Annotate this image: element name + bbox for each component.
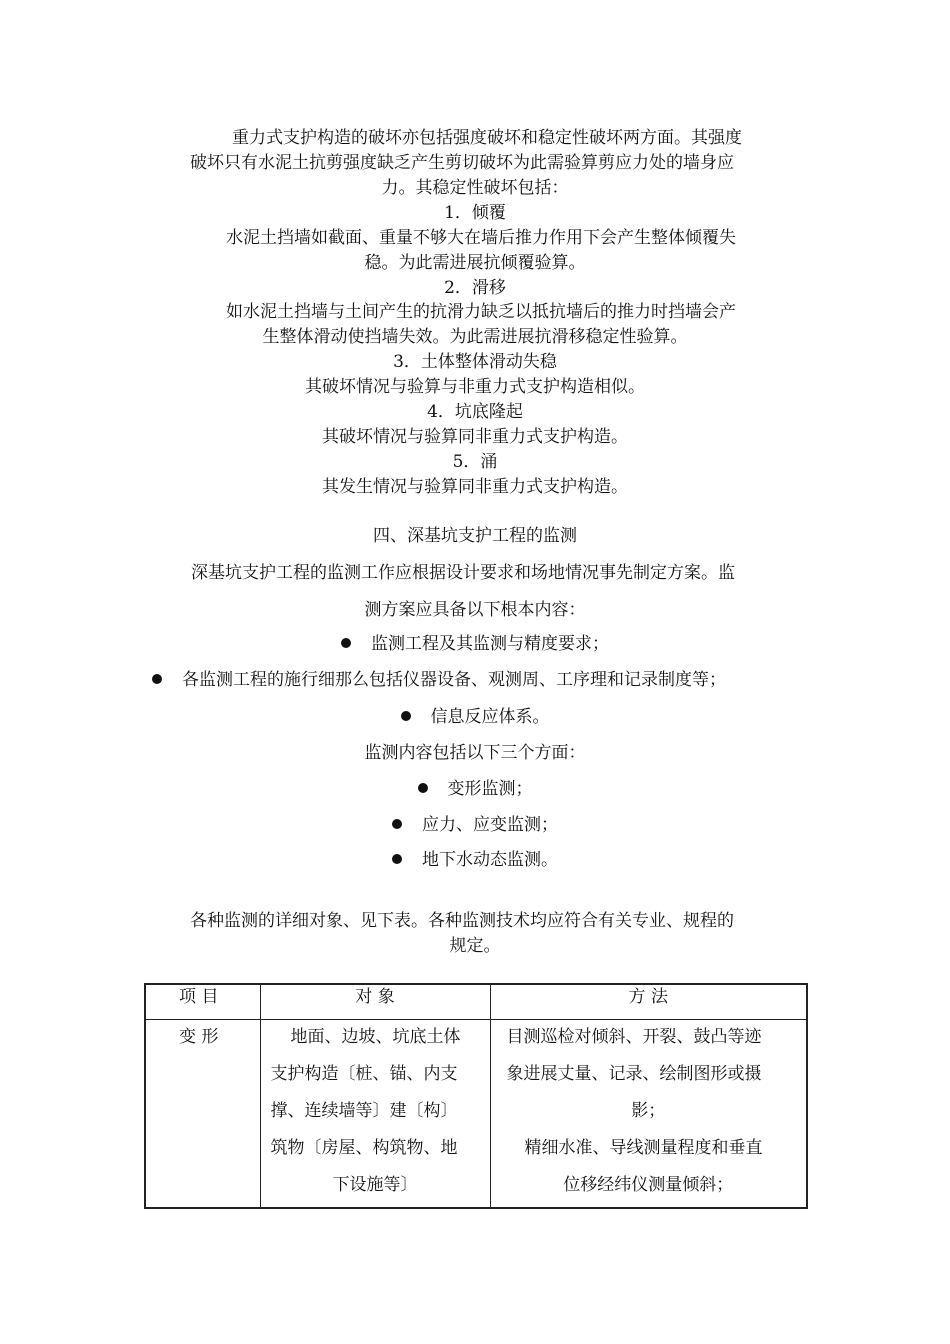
list1-item-text: 信息反应体系。 — [430, 707, 550, 727]
object-line: 筑物〔房屋、构筑物、地 — [270, 1138, 458, 1158]
list2-item-text: 应力、应变监测； — [422, 815, 558, 835]
section-4-text: 其破坏情况与验算同非重力式支护构造。 — [322, 427, 628, 447]
list1-item — [0, 632, 950, 656]
list2-item — [0, 813, 950, 837]
section-1-text-line1: 水泥土挡墙如截面、重量不够大在墙后推力作用下会产生整体倾覆失 — [226, 228, 736, 248]
section-5-text: 其发生情况与验算同非重力式支护构造。 — [322, 477, 628, 497]
para4-line1: 各种监测的详细对象、见下表。各种监测技术均应符合有关专业、规程的 — [190, 911, 734, 931]
list1-item — [0, 705, 950, 729]
section-2-title: 2．滑移 — [444, 278, 506, 298]
para2-line1: 深基坑支护工程的监测工作应根据设计要求和场地情况事先制定方案。监 — [191, 563, 735, 583]
row-item — [145, 1020, 260, 1209]
table-header-row — [145, 984, 807, 1020]
list1-item-text: 各监测工程的施行细那么包括仪器设备、观测周、工序理和记录制度等； — [182, 670, 726, 690]
header-item: 项 目 — [145, 984, 260, 1020]
list1-item-text: 监测工程及其监测与精度要求； — [371, 634, 609, 654]
bullet-icon — [418, 783, 428, 793]
monitoring-content-intro: 监测内容包括以下三个方面： — [364, 743, 586, 763]
para1-line2: 破坏只有水泥土抗剪强度缺乏产生剪切破坏为此需验算剪应力处的墙身应 — [190, 153, 734, 173]
list2-item-text: 地下水动态监测。 — [422, 850, 558, 870]
list2-item — [0, 777, 950, 801]
bullet-icon — [401, 711, 411, 721]
row-object — [260, 1020, 490, 1209]
bullet-icon — [341, 638, 351, 648]
object-line: 地面、边坡、坑底土体 — [290, 1027, 461, 1047]
para1-line1: 重力式支护构造的破坏亦包括强度破坏和稳定性破坏两方面。其强度 — [232, 128, 742, 148]
object-line: 下设施等〕 — [332, 1175, 418, 1195]
section-2-text-line1: 如水泥土挡墙与土间产生的抗滑力缺乏以抵抗墙后的推力时挡墙会产 — [226, 302, 736, 322]
header-method: 方 法 — [490, 984, 807, 1020]
method-line: 象进展丈量、记录、绘制图形或摄 — [506, 1064, 762, 1084]
section-3-text: 其破坏情况与验算与非重力式支护构造相似。 — [305, 377, 645, 397]
object-line: 撑、连续墙等〕建〔构〕 — [270, 1101, 458, 1121]
section-1-text-line2: 稳。为此需进展抗倾覆验算。 — [364, 253, 586, 273]
list2-item — [0, 848, 950, 872]
list2-item-text: 变形监测； — [447, 779, 533, 799]
method-line: 位移经纬仪测量倾斜； — [563, 1175, 734, 1195]
list1-item — [152, 668, 726, 692]
section-5-title: 5．涌 — [452, 452, 498, 472]
bullet-icon — [392, 819, 402, 829]
method-line: 影； — [631, 1101, 666, 1121]
method-line: 目测巡检对倾斜、开裂、鼓凸等迹 — [506, 1027, 762, 1047]
bullet-icon — [392, 854, 402, 864]
row-item-text: 变 形 — [179, 1027, 219, 1047]
para4-line2: 规定。 — [449, 936, 501, 956]
method-line: 精细水准、导线测量程度和垂直 — [524, 1138, 763, 1158]
monitoring-heading: 四、深基坑支护工程的监测 — [373, 526, 577, 546]
bullet-icon — [152, 674, 162, 684]
section-1-title: 1．倾覆 — [444, 203, 506, 223]
section-4-title: 4．坑底隆起 — [427, 402, 523, 422]
section-2-text-line2: 生整体滑动使挡墙失效。为此需进展抗滑移稳定性验算。 — [262, 327, 688, 347]
row-method — [490, 1020, 807, 1209]
header-object: 对 象 — [260, 984, 490, 1020]
table-row — [145, 1020, 807, 1209]
monitoring-table — [144, 983, 808, 1209]
object-line: 支护构造〔桩、锚、内支 — [270, 1064, 458, 1084]
para1-line3: 力。其稳定性破坏包括： — [381, 178, 569, 198]
para2-line2: 测方案应具备以下根本内容： — [364, 600, 586, 620]
section-3-title: 3．土体整体滑动失稳 — [393, 352, 557, 372]
